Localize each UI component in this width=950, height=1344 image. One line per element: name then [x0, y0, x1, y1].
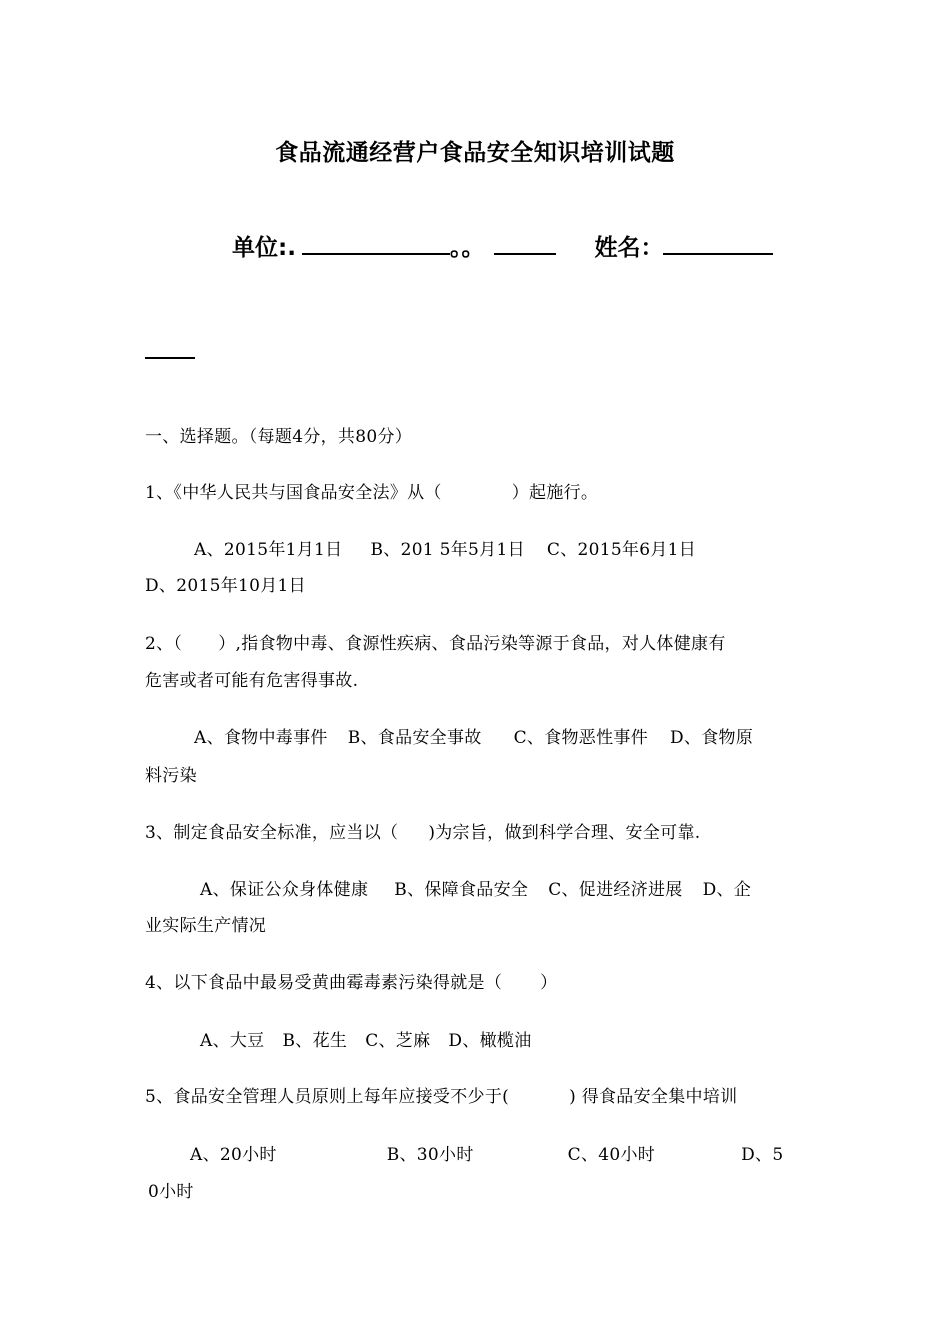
option-b[interactable]: B、花生	[282, 1031, 348, 1051]
option-d-cont: 料污染	[145, 766, 197, 786]
question-2-stem-cont: 危害或者可能有危害得事故.	[145, 671, 359, 691]
option-c[interactable]: C、40小时	[567, 1145, 656, 1165]
question-5-options	[190, 1140, 783, 1165]
question-5-stem: 5、食品安全管理人员原则上每年应接受不少于( ) 得食品安全集中培训	[145, 1087, 738, 1107]
name-blank[interactable]	[663, 229, 773, 255]
header-fields	[232, 229, 812, 262]
unit-blank-2[interactable]	[494, 229, 556, 255]
question-4-options	[200, 1026, 532, 1051]
question-3-stem: 3、制定食品安全标准，应当以（ )为宗旨，做到科学合理、安全可靠.	[145, 823, 701, 843]
option-d[interactable]: D、食物原	[670, 728, 754, 748]
question-2-stem: 2、（ ）,指食物中毒、食源性疾病、食品污染等源于食品，对人体健康有	[145, 634, 726, 654]
option-b[interactable]: B、30小时	[386, 1145, 474, 1165]
option-d-cont: 0小时	[148, 1182, 194, 1202]
question-2-options	[194, 723, 753, 748]
option-b[interactable]: B、保障食品安全	[394, 880, 529, 900]
unit-label: 单位:.	[232, 235, 296, 261]
option-d-cont: 业实际生产情况	[145, 916, 267, 936]
option-c[interactable]: C、2015年6月1日	[546, 540, 697, 560]
document-title: 食品流通经营户食品安全知识培训试题	[275, 140, 675, 166]
option-a[interactable]: A、保证公众身体健康	[200, 880, 369, 900]
option-b[interactable]: B、201 5年5月1日	[370, 540, 525, 560]
option-c[interactable]: C、芝麻	[365, 1031, 431, 1051]
option-d[interactable]: D、2015年10月1日	[145, 576, 306, 596]
option-a[interactable]: A、大豆	[200, 1031, 265, 1051]
option-a[interactable]: A、20小时	[190, 1145, 277, 1165]
question-3-options	[200, 875, 751, 900]
option-d[interactable]: D、橄榄油	[448, 1031, 532, 1051]
option-d[interactable]: D、5	[741, 1145, 784, 1165]
option-d[interactable]: D、企	[702, 880, 752, 900]
name-label: 姓名：	[594, 235, 664, 261]
name-blank-continuation	[145, 357, 195, 359]
unit-blank-1[interactable]	[302, 229, 450, 255]
section-heading: 一、选择题。（每题4分，共80分）	[145, 427, 413, 447]
option-c[interactable]: C、促进经济进展	[548, 880, 683, 900]
option-b[interactable]: B、食品安全事故	[347, 728, 482, 748]
question-1-options	[194, 535, 696, 560]
option-a[interactable]: A、食物中毒事件	[194, 728, 328, 748]
question-4-stem: 4、以下食品中最易受黄曲霉毒素污染得就是（ ）	[145, 973, 558, 993]
question-1-stem: 1、《中华人民共与国食品安全法》从（ ）起施行。	[145, 483, 599, 503]
option-a[interactable]: A、2015年1月1日	[194, 540, 343, 560]
option-c[interactable]: C、食物恶性事件	[513, 728, 649, 748]
unit-mid: 。。	[449, 235, 485, 261]
